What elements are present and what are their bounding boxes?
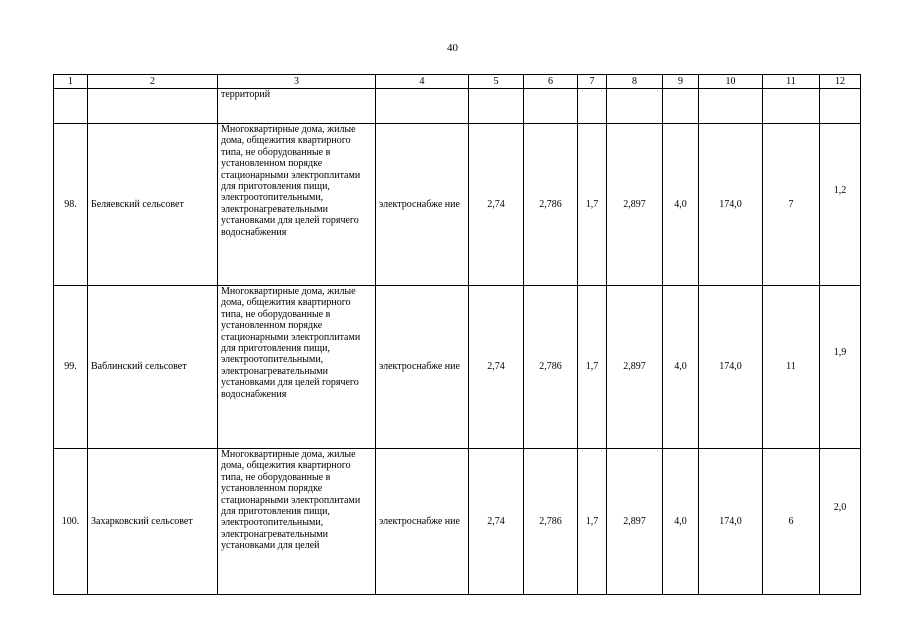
value-col-5: 2,74 xyxy=(469,449,524,595)
service-type: электроснабже ние xyxy=(376,124,469,286)
value-col-12-text: 2,0 xyxy=(833,501,847,513)
value-col-9: 4,0 xyxy=(663,449,699,595)
value-col-6: 2,786 xyxy=(524,124,578,286)
value-col-10: 174,0 xyxy=(699,286,763,449)
value-col-10: 174,0 xyxy=(699,449,763,595)
empty-cell xyxy=(376,89,469,124)
value-col-11: 11 xyxy=(763,286,820,449)
settlement-name: Ваблинский сельсовет xyxy=(88,286,218,449)
value-col-8: 2,897 xyxy=(607,286,663,449)
value-col-11: 6 xyxy=(763,449,820,595)
value-col-12-text: 1,2 xyxy=(833,184,847,196)
table-row xyxy=(54,286,861,449)
continuation-row xyxy=(54,89,861,124)
empty-cell xyxy=(820,89,861,124)
value-col-7: 1,7 xyxy=(578,286,607,449)
value-col-9: 4,0 xyxy=(663,124,699,286)
tariff-table xyxy=(53,74,861,595)
value-col-7: 1,7 xyxy=(578,449,607,595)
value-col-12 xyxy=(820,449,861,595)
value-col-11: 7 xyxy=(763,124,820,286)
value-col-8: 2,897 xyxy=(607,124,663,286)
value-col-10: 174,0 xyxy=(699,124,763,286)
value-col-9: 4,0 xyxy=(663,286,699,449)
header-cell: 10 xyxy=(699,75,763,89)
empty-cell xyxy=(663,89,699,124)
value-col-8: 2,897 xyxy=(607,449,663,595)
header-cell: 8 xyxy=(607,75,663,89)
value-col-12 xyxy=(820,286,861,449)
header-cell: 1 xyxy=(54,75,88,89)
continued-description: территорий xyxy=(218,89,376,124)
housing-description: Многоквартирные дома, жилые дома, общежития квартирного типа, не оборудованные в установленном порядке стационарными электроплитами для приготовления пищи, электроотопительными, электронагревательными установками для целей горячего водоснабжения xyxy=(218,124,376,286)
row-number: 100. xyxy=(54,449,88,595)
service-type: электроснабже ние xyxy=(376,449,469,595)
empty-cell xyxy=(763,89,820,124)
header-cell: 5 xyxy=(469,75,524,89)
header-cell: 3 xyxy=(218,75,376,89)
empty-cell xyxy=(469,89,524,124)
table-row xyxy=(54,124,861,286)
settlement-name: Беляевский сельсовет xyxy=(88,124,218,286)
value-col-5: 2,74 xyxy=(469,286,524,449)
header-cell: 11 xyxy=(763,75,820,89)
housing-description: Многоквартирные дома, жилые дома, общежития квартирного типа, не оборудованные в установленном порядке стационарными электроплитами для приготовления пищи, электроотопительными, электронагревательными установками для целей горячего водоснабжения xyxy=(218,286,376,449)
header-cell: 6 xyxy=(524,75,578,89)
value-col-5: 2,74 xyxy=(469,124,524,286)
header-cell: 4 xyxy=(376,75,469,89)
row-number: 98. xyxy=(54,124,88,286)
housing-description: Многоквартирные дома, жилые дома, общежития квартирного типа, не оборудованные в установленном порядке стационарными электроплитами для приготовления пищи, электроотопительными, электронагревательными установками для целей xyxy=(218,449,376,595)
header-row xyxy=(54,75,861,89)
value-col-6: 2,786 xyxy=(524,449,578,595)
empty-cell xyxy=(88,89,218,124)
service-type: электроснабже ние xyxy=(376,286,469,449)
header-cell: 7 xyxy=(578,75,607,89)
value-col-6: 2,786 xyxy=(524,286,578,449)
header-cell: 9 xyxy=(663,75,699,89)
empty-cell xyxy=(54,89,88,124)
value-col-7: 1,7 xyxy=(578,124,607,286)
empty-cell xyxy=(524,89,578,124)
empty-cell xyxy=(607,89,663,124)
empty-cell xyxy=(699,89,763,124)
empty-cell xyxy=(578,89,607,124)
header-cell: 2 xyxy=(88,75,218,89)
table-row xyxy=(54,449,861,595)
page-number: 40 xyxy=(447,42,458,54)
row-number: 99. xyxy=(54,286,88,449)
settlement-name: Захарковский сельсовет xyxy=(88,449,218,595)
value-col-12-text: 1,9 xyxy=(833,347,847,359)
value-col-12 xyxy=(820,124,861,286)
header-cell: 12 xyxy=(820,75,861,89)
